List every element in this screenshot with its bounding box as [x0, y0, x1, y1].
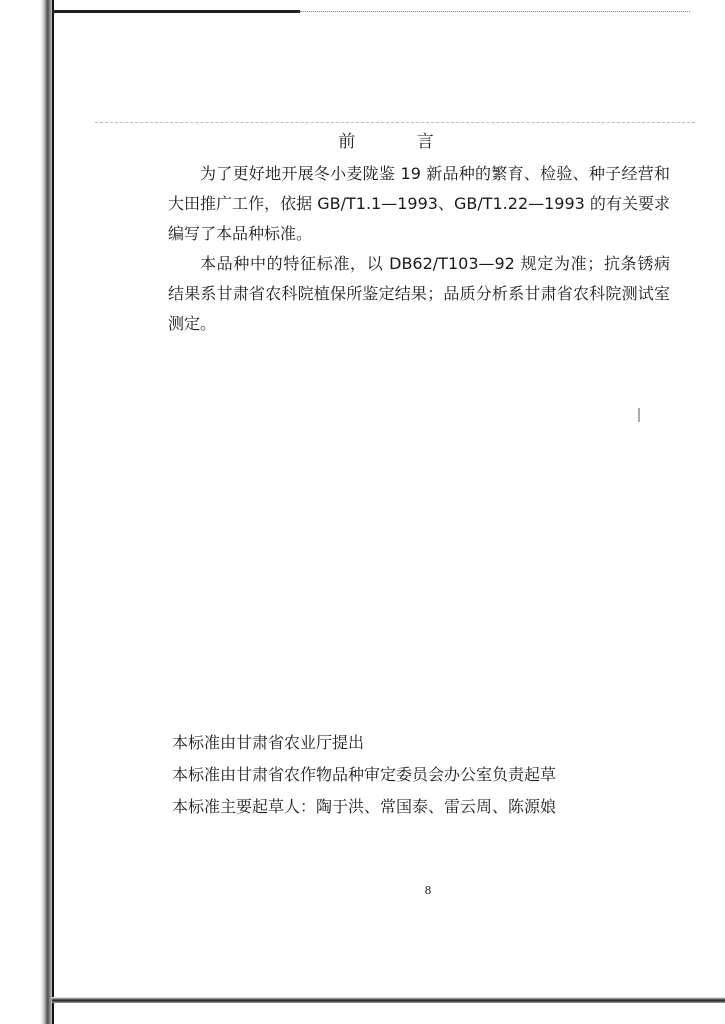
scan-mark — [638, 408, 640, 422]
footer-line: 本标准由甘肃省农业厅提出 — [172, 733, 365, 752]
footer-notes — [172, 727, 652, 823]
footer-line: 本标准主要起草人：陶于洪、常国泰、雷云周、陈源娘 — [172, 797, 557, 816]
page-number: 8 — [424, 884, 432, 897]
header-divider — [95, 122, 695, 124]
top-rule-dotted — [300, 11, 690, 13]
top-rule — [52, 10, 300, 13]
paragraph: 为了更好地开展冬小麦陇鉴 19 新品种的繁育、检验、种子经营和大田推广工作，依据 GB/T1.1—1993、GB/T1.22—1993 的有关要求编写了本品种标准。 — [168, 164, 670, 243]
body-text — [168, 159, 670, 339]
scan-left-border — [52, 0, 54, 1024]
paragraph: 本品种中的特征标准，以 DB62/T103—92 规定为准；抗条锈病结果系甘肃省农科院植保所鉴定结果；品质分析系甘肃省农科院测试室测定。 — [168, 254, 670, 333]
page-title: 前 言 — [338, 132, 462, 152]
footer-line: 本标准由甘肃省农作物品种审定委员会办公室负责起草 — [172, 765, 557, 784]
scan-bottom-border — [52, 997, 725, 1003]
